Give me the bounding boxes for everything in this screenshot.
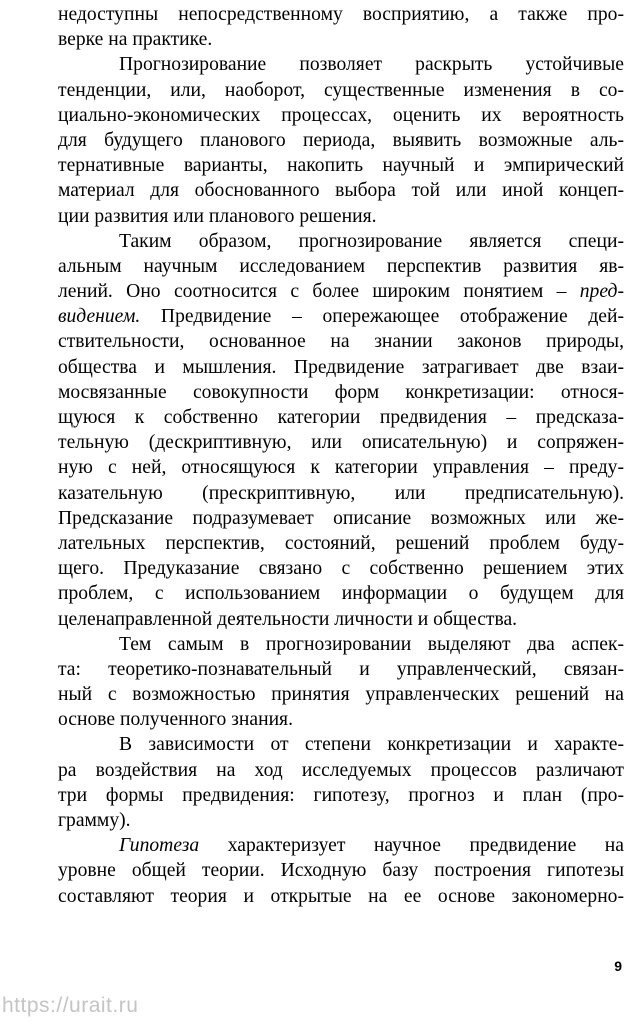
text-line [58, 355, 624, 380]
text-line [58, 153, 624, 178]
text-line [58, 52, 624, 77]
text-line [58, 858, 624, 883]
text-line [58, 506, 624, 531]
line-text: та: теоретико-познавательный и управленческий, связан- [58, 658, 624, 680]
line-text: три формы предвидения: гипотезу, прогноз и план (про- [58, 784, 624, 806]
line-text: тенденции, или, наоборот, существенные изменения в со- [58, 79, 624, 101]
line-text: Предсказание подразумевает описание возможных или же- [58, 507, 624, 529]
line-text: ции развития или планового решения. [58, 205, 377, 227]
line-text: лений. Оно соотносится с более широким понятием – [58, 281, 580, 303]
text-line [58, 481, 624, 506]
line-text: составляют теория и открытые на ее основе закономерно- [58, 885, 624, 907]
text-line [58, 204, 624, 229]
line-text: грамму). [58, 810, 131, 831]
text-line [58, 2, 624, 27]
line-text: казательную (прескриптивную, или предписательную). [58, 482, 624, 504]
line-text: Таким образом, прогнозирование является специ- [119, 230, 624, 252]
text-line [58, 103, 624, 128]
page-number: 9 [614, 958, 622, 974]
line-text: В зависимости от степени конкретизации и характе- [119, 734, 624, 756]
text-line [58, 380, 624, 405]
text-line [58, 430, 624, 455]
line-text: материал для обоснованного выбора той или иной концеп- [58, 180, 624, 202]
line-text: ствительности, основанное на знании законов природы, [58, 331, 624, 353]
line-text: ра воздействия на ход исследуемых процессов различают [58, 759, 624, 781]
line-text: Тем самым в прогнозировании выделяют два аспек- [119, 633, 624, 655]
text-line [58, 607, 624, 632]
line-text: лательных перспектив, состояний, решений проблем буду- [58, 532, 624, 554]
text-line [58, 556, 624, 581]
text-line [58, 455, 624, 480]
line-text: мосвязанные совокупности форм конкретизации: относя- [58, 381, 624, 403]
line-text: верке на практике. [58, 29, 213, 51]
text-line [58, 27, 624, 52]
text-line [58, 732, 624, 757]
line-text: циально-экономических процессах, оценить их вероятность [58, 104, 624, 126]
text-line [58, 128, 624, 153]
line-text: общества и мышления. Предвидение затрагивает две взаи- [58, 356, 624, 378]
text-line [58, 707, 624, 732]
line-text: для будущего планового периода, выявить возможные аль- [58, 129, 624, 151]
text-line [58, 254, 624, 279]
text-line [58, 884, 624, 909]
line-text: щего. Предуказание связано с собственно решением этих [58, 558, 624, 580]
text-line [58, 304, 624, 329]
line-text: целенаправленной деятельности личности и общества. [58, 608, 518, 630]
text-line [58, 178, 624, 203]
text-line [58, 632, 624, 657]
text-line [58, 329, 624, 354]
text-line [58, 78, 624, 103]
line-text: проблем, с использованием информации о будущем для [58, 583, 624, 605]
line-text: ную с ней, относящуюся к категории управления – преду- [58, 457, 624, 479]
text-line [58, 405, 624, 430]
text-line [58, 229, 624, 254]
line-text: основе полученного знания. [58, 709, 293, 731]
text-line [58, 657, 624, 682]
line-text: Прогнозирование позволяет раскрыть устойчивые [119, 54, 624, 76]
text-line [58, 531, 624, 556]
body-text [58, 2, 624, 909]
watermark-url[interactable]: https://urait.ru [2, 994, 139, 1017]
line-text: щуюся к собственно категории предвидения – предсказа- [58, 407, 624, 428]
emphasized-term: видением. [58, 306, 141, 328]
line-text: тернативные варианты, накопить научный и эмпирический [58, 155, 624, 177]
line-text: недоступны непосредственному восприятию, а также про- [58, 4, 624, 25]
text-line [58, 758, 624, 783]
line-text: тельную (дескриптивную, или описательную) и сопряжен- [58, 432, 624, 454]
line-text: Предвидение – опережающее отображение дей- [140, 306, 624, 328]
text-line [58, 581, 624, 606]
text-line [58, 682, 624, 707]
text-line [58, 783, 624, 808]
text-line [58, 279, 624, 304]
text-line [58, 833, 624, 858]
line-text: характеризует научное предвидение на [199, 835, 624, 857]
emphasized-term: Гипотеза [119, 835, 200, 857]
line-text: уровне общей теории. Исходную базу построения гипотезы [58, 860, 624, 882]
line-text: ный с возможностью принятия управленческих решений на [58, 684, 624, 706]
text-line [58, 808, 624, 833]
emphasized-term: пред- [579, 281, 624, 303]
line-text: альным научным исследованием перспектив развития яв- [58, 255, 624, 277]
